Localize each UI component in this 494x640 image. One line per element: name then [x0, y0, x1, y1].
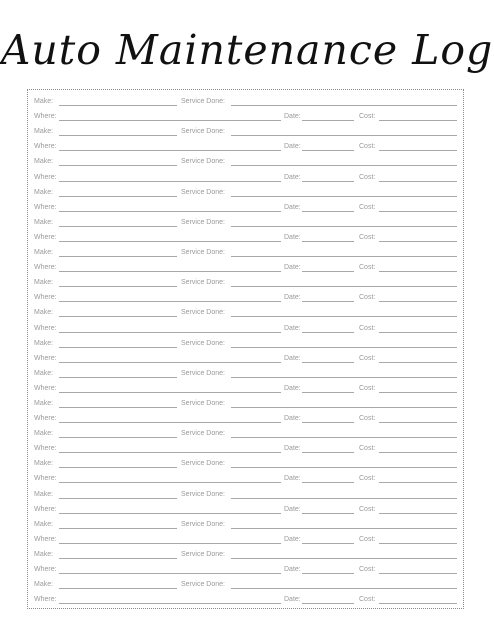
date-label: Date: [284, 445, 301, 453]
service-done-label: Service Done: [181, 520, 225, 528]
where-field[interactable] [59, 271, 281, 272]
make-field[interactable] [59, 196, 177, 197]
where-row [34, 109, 457, 124]
where-label: Where: [34, 203, 57, 211]
where-row [34, 471, 457, 486]
cost-label: Cost: [359, 415, 376, 423]
cost-label: Cost: [359, 596, 376, 604]
where-field[interactable] [59, 452, 281, 453]
make-row [34, 577, 457, 592]
date-label: Date: [284, 354, 301, 362]
where-label: Where: [34, 233, 57, 241]
where-row [34, 169, 457, 184]
cost-field[interactable] [379, 211, 457, 212]
make-field[interactable] [59, 377, 177, 378]
service-done-field[interactable] [231, 196, 457, 197]
make-label: Make: [34, 98, 54, 106]
service-done-label: Service Done: [181, 188, 225, 196]
service-done-field[interactable] [231, 528, 457, 529]
service-done-label: Service Done: [181, 309, 225, 317]
cost-field[interactable] [379, 362, 457, 363]
make-field[interactable] [59, 105, 177, 106]
where-field[interactable] [59, 362, 281, 363]
log-entries [34, 94, 457, 607]
date-label: Date: [284, 233, 301, 241]
date-label: Date: [284, 294, 301, 302]
where-row [34, 351, 457, 366]
make-row [34, 185, 457, 200]
where-label: Where: [34, 384, 57, 392]
make-label: Make: [34, 339, 54, 347]
where-label: Where: [34, 324, 57, 332]
date-field[interactable] [302, 573, 354, 574]
where-field[interactable] [59, 482, 281, 483]
date-label: Date: [284, 566, 301, 573]
service-done-field[interactable] [231, 498, 457, 499]
date-field[interactable] [302, 482, 354, 483]
where-field[interactable] [59, 181, 281, 182]
service-done-field[interactable] [231, 588, 457, 589]
make-label: Make: [34, 158, 54, 166]
cost-label: Cost: [359, 445, 376, 453]
service-done-label: Service Done: [181, 158, 225, 166]
date-field[interactable] [302, 181, 354, 182]
where-label: Where: [34, 505, 57, 513]
date-label: Date: [284, 384, 301, 392]
service-done-field[interactable] [231, 467, 457, 468]
make-row [34, 305, 457, 320]
cost-field[interactable] [379, 181, 457, 182]
date-label: Date: [284, 143, 301, 151]
date-label: Date: [284, 415, 301, 423]
cost-label: Cost: [359, 354, 376, 362]
date-label: Date: [284, 264, 301, 272]
where-row [34, 320, 457, 335]
date-label: Date: [284, 324, 301, 332]
cost-label: Cost: [359, 384, 376, 392]
date-label: Date: [284, 535, 301, 543]
where-row [34, 411, 457, 426]
cost-field[interactable] [379, 603, 457, 604]
make-label: Make: [34, 399, 54, 407]
where-label: Where: [34, 113, 57, 121]
service-done-field[interactable] [231, 165, 457, 166]
service-done-field[interactable] [231, 437, 457, 438]
make-field[interactable] [59, 316, 177, 317]
cost-label: Cost: [359, 505, 376, 513]
service-done-field[interactable] [231, 316, 457, 317]
date-field[interactable] [302, 120, 354, 121]
where-field[interactable] [59, 573, 281, 574]
make-label: Make: [34, 188, 54, 196]
make-label: Make: [34, 279, 54, 287]
cost-label: Cost: [359, 113, 376, 121]
make-row [34, 215, 457, 230]
where-field[interactable] [59, 241, 281, 242]
where-label: Where: [34, 264, 57, 272]
cost-field[interactable] [379, 482, 457, 483]
cost-field[interactable] [379, 452, 457, 453]
cost-field[interactable] [379, 120, 457, 121]
service-done-label: Service Done: [181, 249, 225, 257]
date-field[interactable] [302, 211, 354, 212]
date-field[interactable] [302, 543, 354, 544]
cost-label: Cost: [359, 535, 376, 543]
where-row [34, 200, 457, 215]
date-field[interactable] [302, 301, 354, 302]
cost-label: Cost: [359, 566, 376, 573]
service-done-label: Service Done: [181, 581, 225, 589]
make-row [34, 336, 457, 351]
where-field[interactable] [59, 513, 281, 514]
cost-field[interactable] [379, 543, 457, 544]
where-field[interactable] [59, 603, 281, 604]
cost-label: Cost: [359, 264, 376, 272]
make-row [34, 486, 457, 501]
service-done-label: Service Done: [181, 369, 225, 377]
cost-label: Cost: [359, 143, 376, 151]
where-label: Where: [34, 354, 57, 362]
where-field[interactable] [59, 301, 281, 302]
where-row [34, 502, 457, 517]
service-done-field[interactable] [231, 256, 457, 257]
make-field[interactable] [59, 226, 177, 227]
service-done-field[interactable] [231, 377, 457, 378]
service-done-field[interactable] [231, 105, 457, 106]
where-row [34, 290, 457, 305]
service-done-field[interactable] [231, 135, 457, 136]
make-row [34, 245, 457, 260]
where-field[interactable] [59, 150, 281, 151]
make-label: Make: [34, 581, 54, 589]
where-row [34, 139, 457, 154]
cost-label: Cost: [359, 233, 376, 241]
make-field[interactable] [59, 437, 177, 438]
service-done-label: Service Done: [181, 550, 225, 558]
make-field[interactable] [59, 528, 177, 529]
make-row [34, 547, 457, 562]
make-field[interactable] [59, 165, 177, 166]
cost-field[interactable] [379, 392, 457, 393]
cost-field[interactable] [379, 241, 457, 242]
cost-field[interactable] [379, 422, 457, 423]
cost-label: Cost: [359, 203, 376, 211]
make-row [34, 94, 457, 109]
date-label: Date: [284, 113, 301, 121]
make-label: Make: [34, 218, 54, 226]
make-field[interactable] [59, 256, 177, 257]
service-done-field[interactable] [231, 347, 457, 348]
date-label: Date: [284, 475, 301, 483]
cost-field[interactable] [379, 513, 457, 514]
make-field[interactable] [59, 286, 177, 287]
date-field[interactable] [302, 150, 354, 151]
make-row [34, 124, 457, 139]
date-field[interactable] [302, 362, 354, 363]
service-done-label: Service Done: [181, 128, 225, 136]
where-label: Where: [34, 294, 57, 302]
where-label: Where: [34, 415, 57, 423]
where-row [34, 532, 457, 547]
make-label: Make: [34, 520, 54, 528]
service-done-label: Service Done: [181, 490, 225, 498]
service-done-field[interactable] [231, 558, 457, 559]
cost-label: Cost: [359, 173, 376, 181]
where-field[interactable] [59, 422, 281, 423]
make-label: Make: [34, 128, 54, 136]
make-field[interactable] [59, 498, 177, 499]
date-field[interactable] [302, 332, 354, 333]
service-done-field[interactable] [231, 226, 457, 227]
where-label: Where: [34, 535, 57, 543]
where-label: Where: [34, 475, 57, 483]
date-label: Date: [284, 505, 301, 513]
service-done-field[interactable] [231, 286, 457, 287]
make-row [34, 426, 457, 441]
make-label: Make: [34, 430, 54, 438]
date-field[interactable] [302, 271, 354, 272]
date-label: Date: [284, 203, 301, 211]
service-done-label: Service Done: [181, 460, 225, 468]
cost-label: Cost: [359, 294, 376, 302]
service-done-label: Service Done: [181, 399, 225, 407]
date-field[interactable] [302, 241, 354, 242]
where-row [34, 441, 457, 456]
make-field[interactable] [59, 467, 177, 468]
date-field[interactable] [302, 513, 354, 514]
where-field[interactable] [59, 120, 281, 121]
service-done-label: Service Done: [181, 98, 225, 106]
where-label: Where: [34, 596, 57, 604]
where-label: Where: [34, 143, 57, 151]
make-row [34, 456, 457, 471]
make-field[interactable] [59, 588, 177, 589]
make-field[interactable] [59, 347, 177, 348]
where-label: Where: [34, 173, 57, 181]
service-done-label: Service Done: [181, 279, 225, 287]
make-field[interactable] [59, 135, 177, 136]
service-done-field[interactable] [231, 407, 457, 408]
make-row [34, 275, 457, 290]
date-field[interactable] [302, 603, 354, 604]
where-row [34, 562, 457, 577]
where-row [34, 260, 457, 275]
make-row [34, 366, 457, 381]
make-label: Make: [34, 249, 54, 257]
where-label: Where: [34, 566, 57, 573]
where-row [34, 230, 457, 245]
where-field[interactable] [59, 543, 281, 544]
cost-field[interactable] [379, 271, 457, 272]
where-row [34, 381, 457, 396]
date-field[interactable] [302, 392, 354, 393]
cost-label: Cost: [359, 324, 376, 332]
where-field[interactable] [59, 332, 281, 333]
page-title: Auto Maintenance Log [0, 26, 494, 74]
date-field[interactable] [302, 452, 354, 453]
service-done-label: Service Done: [181, 339, 225, 347]
cost-label: Cost: [359, 475, 376, 483]
service-done-label: Service Done: [181, 430, 225, 438]
make-field[interactable] [59, 407, 177, 408]
make-row [34, 396, 457, 411]
make-row [34, 154, 457, 169]
make-label: Make: [34, 550, 54, 558]
where-row [34, 592, 457, 607]
cost-field[interactable] [379, 301, 457, 302]
log-frame [27, 89, 464, 609]
make-label: Make: [34, 490, 54, 498]
where-label: Where: [34, 445, 57, 453]
service-done-label: Service Done: [181, 218, 225, 226]
make-field[interactable] [59, 558, 177, 559]
where-field[interactable] [59, 211, 281, 212]
cost-field[interactable] [379, 150, 457, 151]
where-field[interactable] [59, 392, 281, 393]
make-label: Make: [34, 309, 54, 317]
cost-field[interactable] [379, 573, 457, 574]
date-label: Date: [284, 596, 301, 604]
make-row [34, 517, 457, 532]
make-label: Make: [34, 460, 54, 468]
make-label: Make: [34, 369, 54, 377]
cost-field[interactable] [379, 332, 457, 333]
date-field[interactable] [302, 422, 354, 423]
date-label: Date: [284, 173, 301, 181]
